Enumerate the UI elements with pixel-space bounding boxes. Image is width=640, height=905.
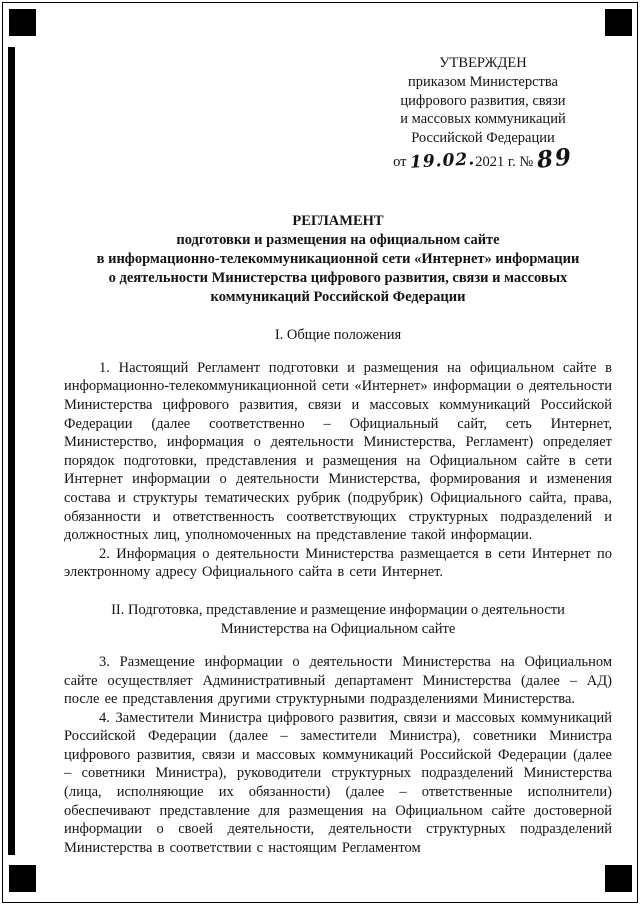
document-subtitle-line: в информационно-телекоммуникационной сети «Интернет» информации xyxy=(96,250,580,267)
approval-line: цифрового развития, связи xyxy=(400,92,566,109)
approval-line: и массовых коммуникаций xyxy=(400,111,566,128)
paragraph-4: 4. Заместители Министра цифрового развития, связи и массовых коммуникаций Российской Федерации (далее – заместители Министра), советники Министра цифрового развития, связи и массовых коммуникаций Российской Федерации (далее – советники Министра), руководители структурных подразделений Министерства (лица, исполняющие их обязанности) (далее – ответственные исполнители) обеспечивают представление для размещения на Официальном сайте достоверной информации о своей деятельности, деятельности структурных подразделений Министерства в соответствии с настоящим Регламентом xyxy=(64,709,612,856)
paragraph-3: 3. Размещение информации о деятельности Министерства на Официальном сайте осуществляет Административный департамент Министерства (далее – АД) после ее представления другими структурными подразделениями Министерства. xyxy=(64,653,612,708)
document-subtitle-line: о деятельности Министерства цифрового развития, связи и массовых xyxy=(108,269,568,286)
section-2-heading-line: Министерства на Официальном сайте xyxy=(220,620,456,637)
paragraph-1: 1. Настоящий Регламент подготовки и размещения на официальном сайте в информационно-телекоммуникационной сети «Интернет» информации о деятельности Министерства цифрового развития, связи и массовых коммуникаций Российской Федерации (далее соответственно – Официальный сайт, сеть Интернет, Министерство, информация о деятельности Министерства, Регламент) определяет порядок подготовки, представления и размещения на Официальном сайте в сети Интернет информации о деятельности Министерства, формирования и изменения состава и структуры тематических рубрик (подрубрик) Официального сайта, права, обязанности и ответственность соответствующих структурных подразделений и должностных лиц, уполномоченных на представление такой информации. xyxy=(64,359,612,544)
approval-line: приказом Министерства xyxy=(408,73,558,90)
section-2-heading xyxy=(64,601,612,639)
section-2-heading-line: II. Подготовка, представление и размещение информации о деятельности xyxy=(111,601,565,618)
approval-date-line xyxy=(366,143,600,174)
date-prefix: от xyxy=(393,153,407,170)
scan-left-edge-mark xyxy=(8,47,15,855)
document-title: РЕГЛАМЕНТ xyxy=(292,212,384,229)
scan-corner-mark-top-left xyxy=(9,9,36,36)
approval-block xyxy=(366,54,600,172)
handwritten-date: 19.02. xyxy=(409,149,476,173)
document-title-block xyxy=(64,212,612,307)
handwritten-document-number: 89 xyxy=(535,143,575,174)
paragraph-2: 2. Информация о деятельности Министерства размещается в сети Интернет по электронному адресу Официального сайта в сети Интернет. xyxy=(64,545,612,581)
scan-corner-mark-bottom-right xyxy=(605,865,632,892)
date-year-part: 2021 г. № xyxy=(475,153,534,170)
approval-line: Российской Федерации xyxy=(411,130,555,147)
section-1-heading: I. Общие положения xyxy=(274,326,402,343)
scan-corner-mark-bottom-left xyxy=(9,865,36,892)
document-content xyxy=(64,0,612,857)
approval-line: УТВЕРЖДЕН xyxy=(439,55,527,71)
document-subtitle-line: коммуникаций Российской Федерации xyxy=(210,288,466,305)
document-subtitle-line: подготовки и размещения на официальном сайте xyxy=(176,231,500,248)
